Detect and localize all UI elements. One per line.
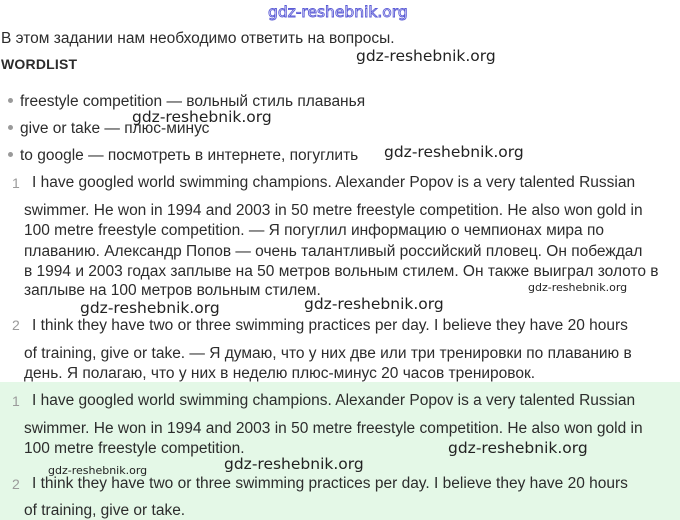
watermark: gdz-reshebnik.org — [448, 439, 588, 457]
answer-line: в 1994 и 2003 годах заплыве на 50 метров вольным стилем. Он также выиграл золото в — [24, 263, 659, 280]
watermark: gdz-reshebnik.org — [356, 47, 496, 65]
watermark: gdz-reshebnik.org — [528, 281, 628, 294]
highlight-answer-number: 1 — [12, 393, 20, 409]
answer-line: swimmer. He won in 1994 and 2003 in 50 metre freestyle competition. He also won gold in — [24, 202, 643, 219]
wordlist-item — [8, 147, 358, 165]
highlight-answer-line: I think they have two or three swimming practices per day. I believe they have 20 hours — [32, 475, 628, 492]
answer-line: I think they have two or three swimming practices per day. I believe they have 20 hours — [32, 317, 628, 334]
watermark: gdz-reshebnik.org — [224, 455, 364, 473]
watermark-top: gdz-reshebnik.org — [268, 3, 408, 21]
bullet-icon — [8, 152, 13, 157]
answer-line: день. Я полагаю, что у них в неделю плюс-минус 20 часов тренировок. — [24, 365, 536, 382]
bullet-icon — [8, 98, 13, 103]
highlight-answer-number: 2 — [12, 476, 20, 492]
watermark: gdz-reshebnik.org — [48, 464, 148, 477]
watermark: gdz-reshebnik.org — [80, 299, 220, 317]
answer-line: 100 metre freestyle competition. — Я погуглил информацию о чемпионах мира по — [24, 222, 604, 239]
answer-line: плаванию. Александр Попов — очень талантливый российский пловец. Он побеждал — [24, 243, 643, 260]
highlight-answer-line: 100 metre freestyle competition. — [24, 440, 245, 457]
answer-line: заплыве на 100 метров вольным стилем. — [24, 282, 321, 299]
highlight-answer-line: of training, give or take. — [24, 502, 186, 519]
highlight-answer-line: I have googled world swimming champions. Alexander Popov is a very talented Russian — [32, 392, 636, 409]
answer-line: of training, give or take. — Я думаю, что у них две или три тренировки по плаванию в — [24, 345, 632, 362]
wordlist-heading: WORDLIST — [1, 56, 78, 72]
wordlist-item-text: give or take — плюс-минус — [20, 120, 210, 137]
highlight-answer-line: swimmer. He won in 1994 and 2003 in 50 metre freestyle competition. He also won gold in — [24, 420, 643, 437]
answer-line: I have googled world swimming champions. Alexander Popov is a very talented Russian — [32, 174, 636, 191]
watermark: gdz-reshebnik.org — [304, 295, 444, 313]
intro-text: В этом задании нам необходимо ответить на вопросы. — [1, 30, 395, 47]
watermark: gdz-reshebnik.org — [384, 143, 524, 161]
bullet-icon — [8, 125, 13, 130]
watermark: gdz-reshebnik.org — [132, 108, 272, 126]
answer-number: 2 — [12, 317, 20, 333]
answer-number: 1 — [12, 175, 20, 191]
wordlist-item-text: to google — посмотреть в интернете, погуглить — [20, 147, 359, 164]
wordlist-item-text: freestyle competition — вольный стиль плаванья — [20, 93, 366, 110]
